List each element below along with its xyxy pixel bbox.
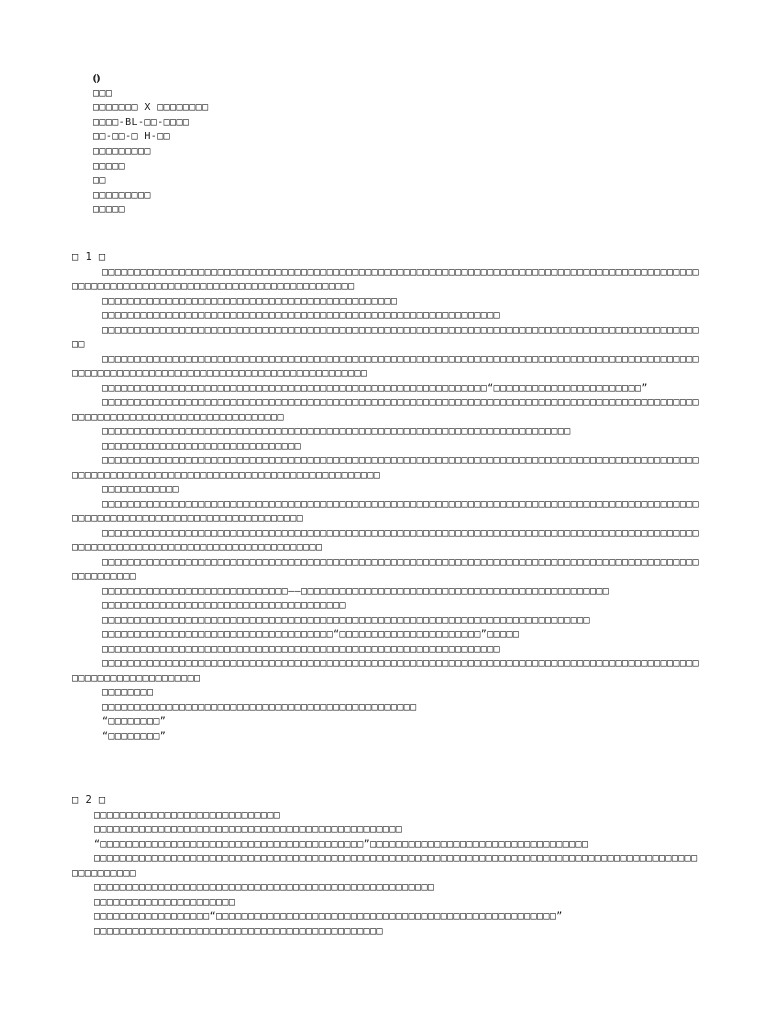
paragraph: □□□□□□□□□□□□ xyxy=(102,484,180,496)
paragraph: □□□□□□□□□□□□□□□□□□□□□□□□□□□□□□□□□□□□□□□□□□□□□□□□□□□□□□□□□□□□□□□□□□□□□□□□□□□□□□□□□□□□□□□□□□□□□□□□□□□□□□□□□□□□□□□□□ xyxy=(72,658,700,684)
front-matter-line: □□□□□ xyxy=(93,204,126,216)
paragraph: □□□□□□□□□□□□□□□□□□□□□□□□□□□□□ xyxy=(94,809,281,821)
front-matter-line: □□□□□ xyxy=(93,160,126,172)
paragraph: □□□□□□□□□□□□□□□□□□□□□□□□□□□□□□□□□□□□□□□□□□□□□□□□□□□□□□□□□□□□□□□□□□□□□□□□□□□□□□□□□□□□□□□□□□□□□□□□□□□□□□□□□□□□□□□□□□□□□□□□□□□□□□□□□□□□ xyxy=(72,527,700,554)
chapter-2 xyxy=(72,793,702,939)
paragraph: □□□□□□□□□□□□□□□□□□□□□□□□□□□□□□□□□□□□□□ xyxy=(102,600,346,612)
paragraph: □□□□□□□□□□□□□□□□□□□□□□□□□□□□□——□□□□□□□□□□□□□□□□□□□□□□□□□□□□□□□□□□□□□□□□□□□□□□□□ xyxy=(102,585,610,597)
paragraph: □□□□□□□□□□□□□□□□□□□□□□□□□□□□□□□□□□□□“□□□□□□□□□□□□□□□□□□□□□□”□□□□□ xyxy=(102,629,520,641)
paragraph: □□□□□□□□□□□□□□□□□□“□□□□□□□□□□□□□□□□□□□□□□□□□□□□□□□□□□□□□□□□□□□□□□□□□□□□□” xyxy=(94,911,563,923)
paragraph: □□□□□□□□□□□□□□□□□□□□□□□□□□□□□□□□□□□□□□□□□□□□□□□□□□□□□□□□□□□□“□□□□□□□□□□□□□□□□□□□□□□□” xyxy=(102,382,648,394)
paragraph: □□□□□□□□□□□□□□□□□□□□□□□□□□□□□□□□□□□□□□□□□□□□□□□□□□□□□ xyxy=(94,882,435,894)
paragraph: □□□□□□□□□□□□□□□□□□□□□□□□□□□□□□□□□□□□□□□□□□□□□□□□□□□□□□□□□□□□□□ xyxy=(102,643,501,655)
paragraph: □□□□□□□□□□□□□□□□□□□□□□□□□□□□□□□□□□□□□□□□□□□□□□□□□□□□□□□□□□□□□□□□□□□□□□□□□□□□□□□□□□□□□□□□□□□□□□□□□□□□□□□□□□□□□□□□□□□□□□□□□□□□□□□□□□□□□□□□□□□ xyxy=(72,353,700,380)
paragraph: □□□□□□□□□□□□□□□□□□□□□□□□□□□□□□□ xyxy=(102,440,302,452)
chapter-heading: □ 2 □ xyxy=(72,794,106,806)
front-matter-line: □□ xyxy=(93,175,106,187)
front-matter-line: □□□□-BL-□□-□□□□ xyxy=(93,116,190,128)
front-matter-line: □□□ xyxy=(93,87,113,99)
paragraph: “□□□□□□□□□□□□□□□□□□□□□□□□□□□□□□□□□□□□□□□□□”□□□□□□□□□□□□□□□□□□□□□□□□□□□□□□□□□□ xyxy=(94,838,589,850)
paragraph: □□□□□□□□□□□□□□□□□□□□□□□□□□□□□□□□□□□□□□□□□□□□□□□□ xyxy=(94,824,403,836)
paragraph: □□□□□□□□□□□□□□□□□□□□□□□□□□□□□□□□□□□□□□□□□□□□□□□□□□□□□□□□□□□□□□□□□□□□□□□□□□□□ xyxy=(102,614,590,626)
quote-line: “□□□□□□□□” xyxy=(102,730,167,742)
paragraph: □□□□□□□□□□□□□□□□□□□□□□□□□□□□□□□□□□□□□□□□□□□□□□ xyxy=(102,295,398,307)
paragraph: □□□□□□□□ xyxy=(102,687,154,699)
bracket-icon: ⦅⦆ xyxy=(93,73,101,84)
chapter-heading: □ 1 □ xyxy=(72,251,106,263)
front-matter xyxy=(93,72,713,218)
front-matter-line: □□□□□□□ X □□□□□□□□ xyxy=(93,102,209,114)
paragraph: □□□□□□□□□□□□□□□□□□□□□□□□□□□□□□□□□□□□□□□□□□□□□□□□□□□□□□□□□□□□□□□□□□□□□□□□□□□□□□□□□□□□□□□□□□□□□□□□□□□□□□□ xyxy=(72,556,700,583)
front-matter-line: □□□□□□□□□ xyxy=(93,189,151,201)
paragraph: □□□□□□□□□□□□□□□□□□□□□□□□□□□□□□□□□□□□□□□□□□□□□□□□□□□□□□□□□□□□□□□□□□□□□□□□□ xyxy=(102,426,571,438)
paragraph: □□□□□□□□□□□□□□□□□□□□□□□□□□□□□□□□□□□□□□□□□□□□□□□□□□□□□□□□□□□□□□□□□□□□□□□□□□□□□□□□□□□□□□□□□□□□□□□□□□□□□□□□□□□□□□□□□□□□□□□□□□□□□□□□□□□□□□□□□ xyxy=(72,266,700,293)
paragraph: □□□□□□□□□□□□□□□□□□□□□□□□□□□□□□□□□□□□□□□□□□□□□□□□□□□□□□□□□□□□□□□□□□□□□□□□□□□□□□□□□□□□□□□□□□□□□□□ xyxy=(72,324,700,351)
paragraph: □□□□□□□□□□□□□□□□□□□□□□□□□□□□□□□□□□□□□□□□□□□□□□□□□□□□□□□□□□□□□□□□□□□□□□□□□□□□□□□□□□□□□□□□□□□□□□□□□□□□□□□□ xyxy=(72,853,698,879)
paragraph: □□□□□□□□□□□□□□□□□□□□□□□□□□□□□□□□□□□□□□□□□□□□□□□□□□□□□□□□□□□□□□□□□□□□□□□□□□□□□□□□□□□□□□□□□□□□□□□□□□□□□□□□□□□□□□□□□□□□□□□□□□□□□□□□□ xyxy=(72,498,700,525)
paragraph: □□□□□□□□□□□□□□□□□□□□□□ xyxy=(94,896,236,908)
paragraph: □□□□□□□□□□□□□□□□□□□□□□□□□□□□□□□□□□□□□□□□□□□□□ xyxy=(94,925,383,937)
front-matter-line: □□-□□-□ H-□□ xyxy=(93,131,171,143)
paragraph: □□□□□□□□□□□□□□□□□□□□□□□□□□□□□□□□□□□□□□□□□□□□□□□□□ xyxy=(102,701,417,713)
chapter-1 xyxy=(72,250,702,744)
front-matter-line: □□□□□□□□□ xyxy=(93,145,151,157)
paragraph: □□□□□□□□□□□□□□□□□□□□□□□□□□□□□□□□□□□□□□□□□□□□□□□□□□□□□□□□□□□□□□ xyxy=(102,310,501,322)
paragraph: □□□□□□□□□□□□□□□□□□□□□□□□□□□□□□□□□□□□□□□□□□□□□□□□□□□□□□□□□□□□□□□□□□□□□□□□□□□□□□□□□□□□□□□□□□□□□□□□□□□□□□□□□□□□□□□□□□□□□□□□□□□□□□□□□□□□□□□□□□□□□ xyxy=(72,455,700,481)
quote-line: “□□□□□□□□” xyxy=(102,716,167,728)
paragraph: □□□□□□□□□□□□□□□□□□□□□□□□□□□□□□□□□□□□□□□□□□□□□□□□□□□□□□□□□□□□□□□□□□□□□□□□□□□□□□□□□□□□□□□□□□□□□□□□□□□□□□□□□□□□□□□□□□□□□□□□□□□□□□ xyxy=(72,397,700,423)
